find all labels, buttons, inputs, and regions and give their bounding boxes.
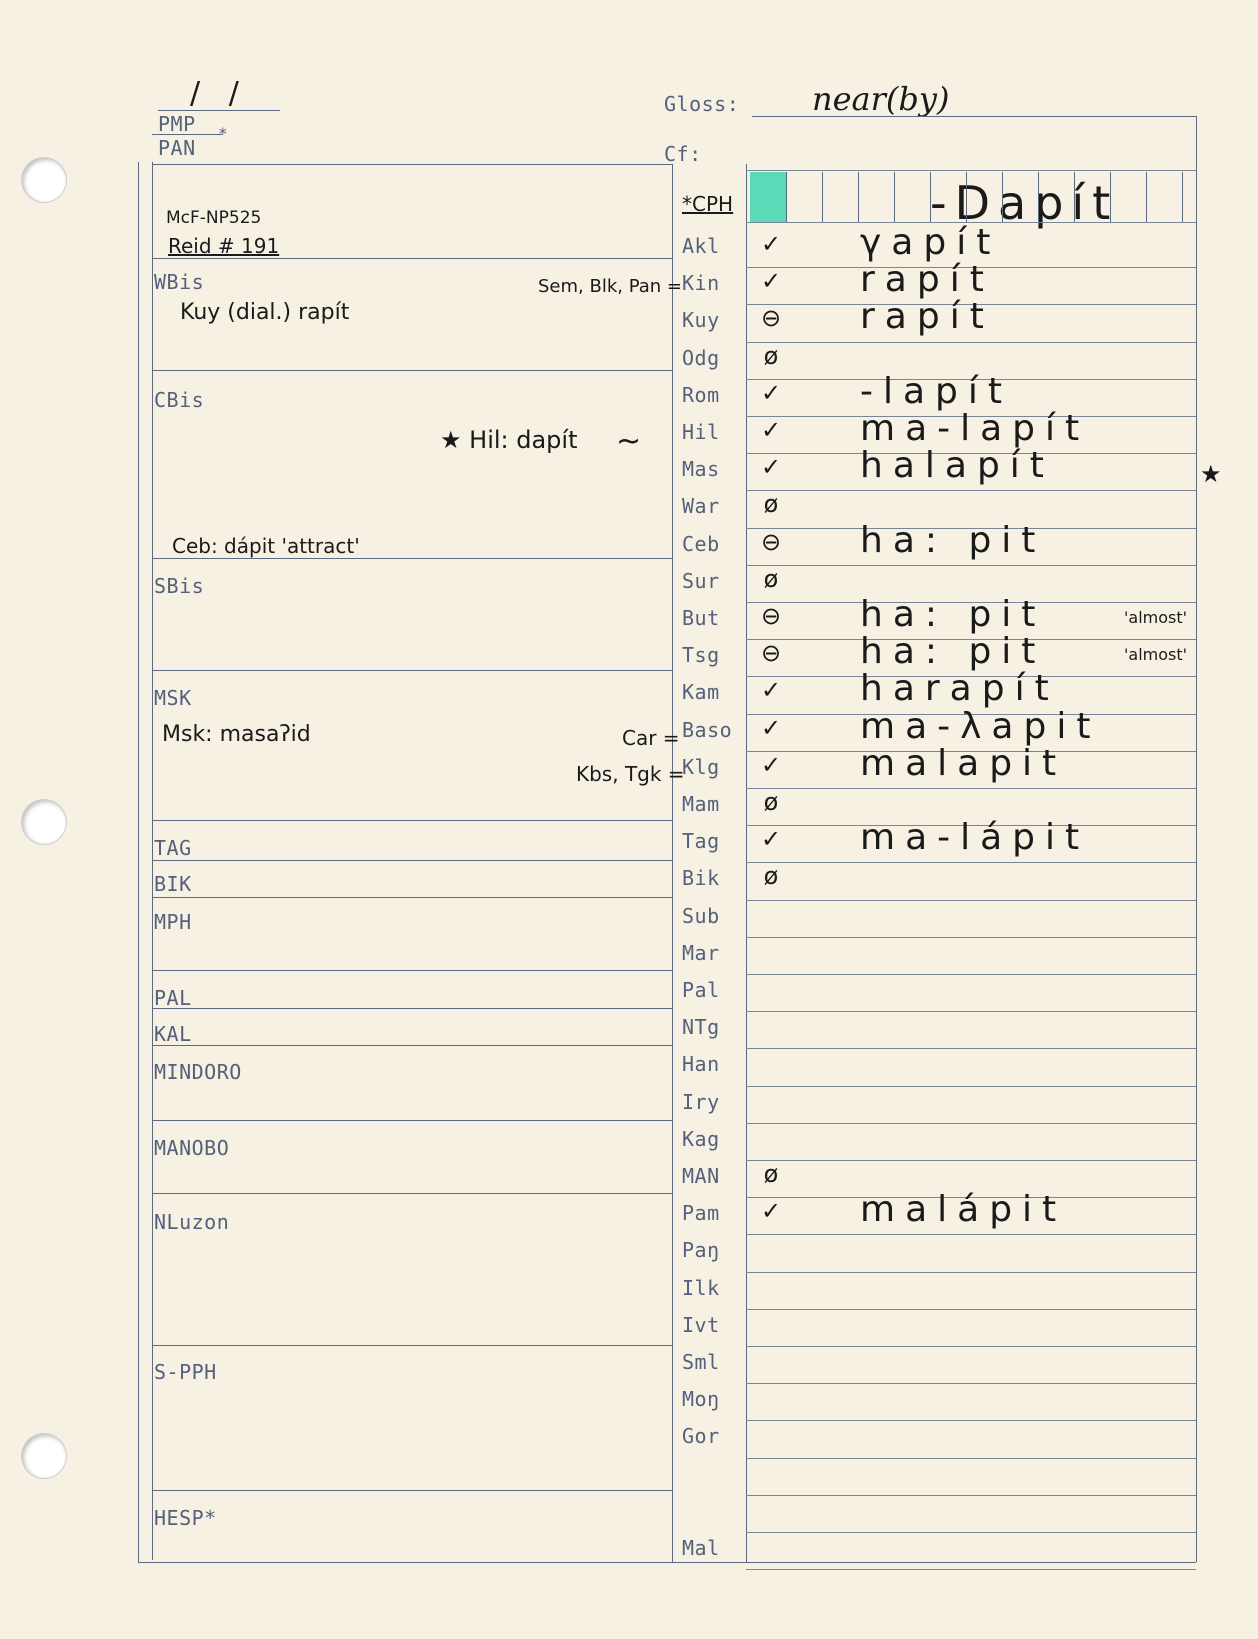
note-msk-masaid: Msk: masaʔid: [162, 722, 311, 747]
language-code: Tsg: [682, 643, 720, 668]
status-mark: ø: [763, 862, 779, 891]
header-underline: [158, 110, 280, 111]
status-mark: ✓: [760, 1197, 782, 1226]
group-label-cbis: CBis: [154, 388, 205, 412]
group-divider: [152, 1120, 672, 1121]
group-label-kal: KAL: [154, 1022, 192, 1046]
status-mark: ø: [763, 341, 779, 370]
reflex-form: ha: pit: [860, 631, 1046, 673]
row-rule: [746, 1086, 1196, 1087]
language-code: Sml: [682, 1350, 720, 1374]
group-label-pal: PAL: [154, 986, 192, 1010]
language-code: But: [682, 606, 720, 630]
group-divider: [152, 1193, 672, 1194]
reflex-form: halapít: [860, 445, 1054, 487]
language-code: Ilk: [682, 1275, 720, 1300]
pmp-label: PMP: [158, 112, 196, 136]
group-divider: [152, 258, 672, 259]
status-mark: ✓: [760, 825, 782, 854]
status-mark: ⊖: [760, 639, 782, 668]
language-code: Moŋ: [682, 1387, 720, 1412]
cph-row-top: [746, 170, 1196, 171]
language-code: Tag: [682, 829, 720, 854]
pmp-pan-divider: [152, 134, 222, 135]
reflex-form: ma-lapít: [860, 408, 1090, 449]
reflex-form: rapít: [860, 296, 994, 338]
reflex-form: malapit: [860, 742, 1067, 784]
cph-cell-divider: [822, 172, 823, 222]
group-divider: [152, 670, 672, 671]
reflex-gloss: 'almost': [1124, 645, 1188, 665]
group-label-manobo: MANOBO: [154, 1136, 230, 1160]
row-rule: [746, 1160, 1196, 1161]
group-label-mindoro: MINDORO: [154, 1060, 242, 1084]
group-divider: [152, 1345, 672, 1346]
frame-left-outer: [138, 162, 139, 1562]
language-code: Bik: [682, 866, 720, 891]
reflex-form: harapít: [860, 668, 1059, 710]
row-rule: [746, 900, 1196, 901]
row-rule: [746, 937, 1196, 938]
group-label-bik: BIK: [154, 872, 192, 896]
status-mark: ⊖: [760, 527, 782, 556]
group-label-msk: MSK: [154, 686, 192, 710]
language-code: Rom: [682, 382, 720, 407]
row-rule: [746, 490, 1196, 491]
reflex-gloss: 'almost': [1124, 608, 1188, 627]
reflex-form: ma-lápit: [860, 817, 1090, 859]
group-divider: [152, 1045, 672, 1046]
group-label-tag: TAG: [154, 836, 192, 860]
language-code: Sub: [682, 903, 720, 928]
cph-cell-divider: [930, 172, 931, 222]
group-label-wbis: WBis: [154, 270, 205, 294]
status-mark: ✓: [760, 267, 782, 296]
note-ceb-attract: Ceb: dápit 'attract': [172, 534, 360, 558]
frame-right: [1196, 116, 1197, 1562]
status-mark: ✓: [760, 713, 782, 742]
status-mark: ⊖: [760, 304, 782, 333]
status-mark: ⊖: [760, 602, 782, 630]
frame-left-inner: [152, 162, 153, 1560]
language-code: Kag: [682, 1126, 720, 1151]
status-mark: ✓: [760, 378, 782, 407]
pan-label: PAN: [158, 136, 196, 160]
language-code: Odg: [682, 345, 720, 370]
language-code: Paŋ: [682, 1238, 720, 1263]
language-code: MAN: [682, 1164, 720, 1188]
group-label-mph: MPH: [154, 910, 192, 934]
cph-cell-divider: [1074, 172, 1075, 222]
column-divider-left: [672, 164, 673, 1562]
language-code: Baso: [682, 717, 733, 742]
language-code: Hil: [682, 420, 720, 444]
cph-cell-divider: [1146, 172, 1147, 222]
group-label-sbis: SBis: [154, 574, 205, 598]
cph-cell-divider: [1038, 172, 1039, 222]
language-code: Akl: [682, 234, 720, 258]
reflex-form: malápit: [860, 1189, 1067, 1231]
language-code: Kin: [682, 271, 720, 296]
cph-cell-divider: [894, 172, 895, 222]
group-divider: [152, 370, 672, 371]
language-code: Ivt: [682, 1312, 720, 1337]
row-rule: [746, 1048, 1196, 1049]
reflex-form: ma-λapit: [860, 705, 1101, 747]
cf-label: Cf:: [664, 142, 702, 166]
group-divider: [152, 1008, 672, 1009]
note-car: Car =: [622, 726, 680, 750]
cph-cell-divider: [1110, 172, 1111, 222]
reflex-form: γapít: [860, 222, 1001, 263]
row-rule: [746, 1383, 1196, 1384]
group-label-hesp: HESP*: [154, 1506, 217, 1530]
status-mark: ø: [763, 788, 779, 816]
row-rule: [746, 565, 1196, 566]
row-rule: [746, 1234, 1196, 1235]
language-code: Klg: [682, 754, 720, 779]
status-mark: ✓: [760, 416, 782, 444]
group-divider: [152, 897, 672, 898]
row-rule: [746, 1458, 1196, 1459]
cph-label: *CPH: [682, 192, 734, 216]
row-rule: [746, 1346, 1196, 1347]
reflex-form: -lapít: [860, 370, 1013, 412]
group-divider: [152, 558, 672, 559]
group-divider: [152, 970, 672, 971]
status-mark: ✓: [760, 453, 782, 482]
status-mark: ✓: [760, 750, 782, 779]
note-kuy-dialect: Kuy (dial.) rapít: [180, 300, 350, 325]
row-rule: [746, 1272, 1196, 1273]
language-code: Gor: [682, 1424, 720, 1449]
language-code: Pam: [682, 1201, 720, 1226]
binder-hole-top: [22, 158, 66, 202]
language-code: Kuy: [682, 308, 720, 333]
row-rule: [746, 1420, 1196, 1421]
reflex-form: ha: pit: [860, 594, 1046, 635]
language-code: Kam: [682, 680, 720, 705]
gloss-underline: [752, 116, 1196, 117]
cph-cell-divider: [1182, 172, 1183, 222]
language-code: Mal: [682, 1536, 720, 1560]
language-code: Mar: [682, 940, 720, 965]
note-hil-dapit: ★ Hil: dapít: [440, 426, 578, 454]
language-code: Mam: [682, 792, 720, 816]
row-rule: [746, 1569, 1196, 1570]
language-code: Iry: [682, 1089, 720, 1114]
row-rule: [746, 342, 1196, 343]
status-mark: ø: [763, 564, 779, 593]
cph-highlight: [750, 172, 786, 222]
tilde-connector: ~: [616, 424, 642, 459]
group-divider: [152, 1490, 672, 1491]
language-code: Pal: [682, 978, 720, 1002]
cph-form: -Dapít: [930, 176, 1119, 230]
status-mark: ✓: [760, 676, 782, 705]
language-code: War: [682, 494, 720, 519]
gloss-value: near(by): [812, 80, 950, 118]
frame-top: [152, 164, 672, 165]
frame-bottom: [138, 1562, 1196, 1563]
cph-cell-divider: [1002, 172, 1003, 222]
row-rule: [746, 1532, 1196, 1533]
note-sem-blk-pan: Sem, Blk, Pan =: [538, 276, 682, 297]
binder-hole-bottom: [22, 1434, 66, 1478]
language-code: Han: [682, 1052, 720, 1077]
row-rule: [746, 788, 1196, 789]
status-mark: ø: [763, 1160, 779, 1188]
row-rule: [746, 1011, 1196, 1012]
binder-hole-middle: [22, 800, 66, 844]
row-rule: [746, 862, 1196, 863]
language-code: NTg: [682, 1015, 720, 1040]
note-kbs-tgk: Kbs, Tgk =: [576, 762, 685, 786]
cph-cell-divider: [786, 172, 787, 222]
reflex-form: rapít: [860, 259, 994, 301]
group-label-s-pph: S-PPH: [154, 1360, 217, 1384]
margin-star: ★: [1200, 460, 1222, 488]
group-label-nluzon: NLuzon: [154, 1210, 230, 1234]
language-code: Sur: [682, 568, 720, 593]
reference-reid: Reid # 191: [168, 234, 280, 258]
row-rule: [746, 1309, 1196, 1310]
language-code: Ceb: [682, 531, 720, 556]
language-code: Mas: [682, 457, 720, 482]
group-divider: [152, 860, 672, 861]
row-rule: [746, 1123, 1196, 1124]
reference-mcf: McF-NP525: [166, 208, 262, 228]
group-divider: [152, 820, 672, 821]
status-mark: ø: [763, 490, 779, 519]
pmp-asterisk: *: [218, 124, 229, 143]
row-rule: [746, 1495, 1196, 1496]
row-rule: [746, 974, 1196, 975]
cph-cell-divider: [858, 172, 859, 222]
gloss-label: Gloss:: [664, 92, 740, 116]
status-mark: ✓: [760, 230, 782, 258]
slash-marks: / /: [190, 76, 239, 111]
cph-cell-divider: [966, 172, 967, 222]
reflex-form: ha: pit: [860, 519, 1046, 561]
